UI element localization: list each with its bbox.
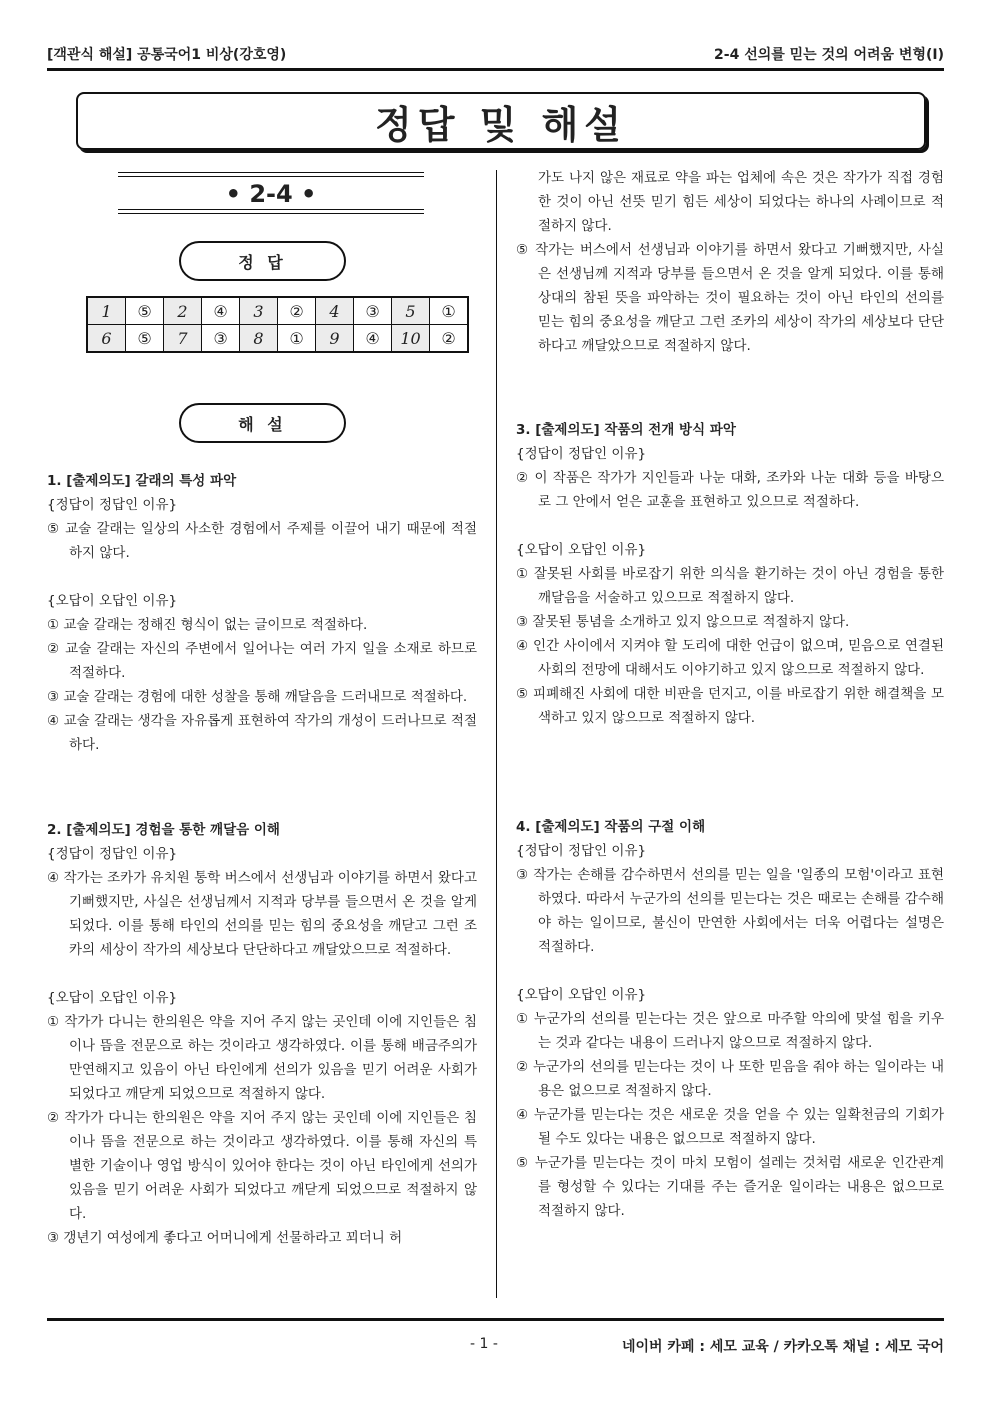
footer-rule: [47, 1318, 944, 1321]
question-number: 6: [87, 325, 126, 353]
q3-heading: 3. [출제의도] 작품의 전개 방식 파악: [516, 422, 736, 438]
q2-wrong-item: ① 작가가 다니는 한의원은 약을 지어 주지 않는 곳인데 이에 지인들은 침이나 뜸을 전문으로 하는 것이라고 생각하였다. 이를 통해 배금주의가 만연해지고 있음이 아닌 타인에게 선의가 있음을 믿기 어려운 사회가 되었다고 깨닫게 되었으므로 적절하지 않다.: [47, 1014, 477, 1102]
question-number: 9: [316, 325, 354, 353]
answer-value: ⑤: [126, 297, 164, 325]
question-number: 1: [87, 297, 126, 325]
q1-wrong-item: ③ 교술 갈래는 경험에 대한 성찰을 통해 깨달음을 드러내므로 적절하다.: [47, 689, 468, 705]
q3-correct-item: ② 이 작품은 작가가 지인들과 나눈 대화, 조카와 나눈 대화 등을 바탕으로 그 안에서 얻은 교훈을 표현하고 있으므로 적절하다.: [516, 470, 944, 510]
chapter-rule-bottom: [118, 209, 424, 214]
q2-correct-label: {정답이 정답인 이유}: [47, 846, 178, 862]
question-3-section: [516, 418, 944, 730]
page-number: - 1 -: [470, 1336, 498, 1352]
q1-correct-item: ⑤ 교술 갈래는 일상의 사소한 경험에서 주제를 이끌어 내기 때문에 적절하지 않다.: [47, 521, 477, 561]
q4-heading: 4. [출제의도] 작품의 구절 이해: [516, 819, 706, 835]
q2-heading: 2. [출제의도] 경험을 통한 깨달음 이해: [47, 822, 280, 838]
answer-value: ①: [430, 297, 469, 325]
answer-row-1: [87, 297, 468, 325]
answer-value: ③: [202, 325, 240, 353]
answer-label: 정 답: [179, 241, 346, 281]
question-number: 10: [392, 325, 430, 353]
q4-wrong-item: ② 누군가의 선의를 믿는다는 것이 나 또한 믿음을 줘야 하는 일이라는 내용은 없으므로 적절하지 않다.: [516, 1059, 944, 1099]
answer-value: ③: [354, 297, 392, 325]
question-1-section: [47, 469, 477, 757]
header-left: [객관식 해설] 공통국어1 비상(강호영): [47, 47, 287, 63]
question-number: 4: [316, 297, 354, 325]
question-number: 8: [240, 325, 278, 353]
answer-value: ②: [430, 325, 469, 353]
q3-wrong-item: ③ 잘못된 통념을 소개하고 있지 않으므로 적절하지 않다.: [516, 614, 850, 630]
question-number: 7: [164, 325, 202, 353]
q2-correct-item: ④ 작가는 조카가 유치원 통학 버스에서 선생님과 이야기를 하면서 왔다고 기뻐했지만, 사실은 선생님께서 지적과 당부를 들으면서 온 것을 알게 되었다. 이를 통해 타인의 선의를 믿는 힘의 중요성을 깨닫고 그런 조카의 세상이 작가의 세상보다 단단하다고 깨달았으므로 적절하다.: [47, 870, 477, 958]
explanation-label: 해 설: [179, 403, 346, 443]
answer-row-2: [87, 325, 468, 353]
q1-wrong-item: ④ 교술 갈래는 생각을 자유롭게 표현하여 작가의 개성이 드러나므로 적절하다.: [47, 713, 477, 753]
q2-wrong-label: {오답이 오답인 이유}: [47, 990, 178, 1006]
question-number: 5: [392, 297, 430, 325]
q1-wrong-label: {오답이 오답인 이유}: [47, 593, 178, 609]
answer-value: ⑤: [126, 325, 164, 353]
q1-wrong-item: ① 교술 갈래는 정해진 형식이 없는 글이므로 적절하다.: [47, 617, 368, 633]
q2-continued-item: 가도 나지 않은 재료로 약을 파는 업체에 속은 것은 작가가 직접 경험한 것이 아닌 선뜻 믿기 힘든 세상이 되었다는 하나의 사례이므로 적절하지 않다.: [538, 170, 944, 234]
q3-wrong-label: {오답이 오답인 이유}: [516, 542, 647, 558]
footer-channel-info: 네이버 카페 : 세모 교육 / 카카오톡 채널 : 세모 국어: [621, 1339, 944, 1355]
q4-wrong-item: ⑤ 누군가를 믿는다는 것이 마치 모험이 설레는 것처럼 새로운 인간관계를 형성할 수 있다는 기대를 주는 즐거운 일이라는 내용은 없으므로 적절하지 않다.: [516, 1155, 944, 1219]
q1-correct-label: {정답이 정답인 이유}: [47, 497, 178, 513]
answer-value: ②: [278, 297, 316, 325]
chapter-number: • 2-4 •: [225, 180, 317, 208]
answer-value: ④: [354, 325, 392, 353]
q1-heading: 1. [출제의도] 갈래의 특성 파악: [47, 473, 237, 489]
answer-value: ①: [278, 325, 316, 353]
q3-wrong-item: ⑤ 피폐해진 사회에 대한 비판을 던지고, 이를 바로잡기 위한 해결책을 모색하고 있지 않으므로 적절하지 않다.: [516, 686, 944, 726]
answer-value: ④: [202, 297, 240, 325]
q4-correct-label: {정답이 정답인 이유}: [516, 843, 647, 859]
q3-wrong-item: ④ 인간 사이에서 지켜야 할 도리에 대한 언급이 없으며, 믿음으로 연결된 사회의 전망에 대해서도 이야기하고 있지 않으므로 적절하지 않다.: [516, 638, 944, 678]
q2-wrong-item: ⑤ 작가는 버스에서 선생님과 이야기를 하면서 왔다고 기뻐했지만, 사실은 선생님께 지적과 당부를 들으면서 온 것을 알게 되었다. 이를 통해 상대의 참된 뜻을 파악하는 것이 필요하는 것이 아닌 타인의 선의를 믿는 힘의 중요성을 깨닫고 그런 조카의 세상이 작가의 세상보다 단단하다고 깨달았으므로 적절하지 않다.: [516, 242, 944, 354]
q2-wrong-item: ② 작가가 다니는 한의원은 약을 지어 주지 않는 곳인데 이에 지인들은 침이나 뜸을 전문으로 하는 것이라고 생각하였다. 이를 통해 자신의 특별한 기술이나 영업 방식이 있어야 한다는 것이 아닌 타인에게 선의가 있음을 믿기 어려운 사회가 되었다고 깨닫게 되었으므로 적절하지 않다.: [47, 1110, 477, 1222]
question-number: 2: [164, 297, 202, 325]
header-rule: [47, 68, 944, 71]
q3-wrong-item: ① 잘못된 사회를 바로잡기 위한 의식을 환기하는 것이 아닌 경험을 통한 깨달음을 서술하고 있으므로 적절하지 않다.: [516, 566, 944, 606]
header-right: 2-4 선의를 믿는 것의 어려움 변형(I): [714, 47, 944, 63]
page-title: 정답 및 해설: [76, 92, 926, 150]
question-2-section: [47, 818, 477, 1250]
q4-wrong-item: ① 누군가의 선의를 믿는다는 것은 앞으로 마주할 악의에 맞설 힘을 키우는 것과 같다는 내용이 드러나지 않으므로 적절하지 않다.: [516, 1011, 944, 1051]
q4-wrong-item: ④ 누군가를 믿는다는 것은 새로운 것을 얻을 수 있는 일확천금의 기회가 될 수도 있다는 내용은 없으므로 적절하지 않다.: [516, 1107, 944, 1147]
q2-wrong-item: ③ 갱년기 여성에게 좋다고 어머니에게 선물하라고 꾀더니 허: [47, 1230, 403, 1246]
column-divider: [496, 170, 497, 1298]
q3-correct-label: {정답이 정답인 이유}: [516, 446, 647, 462]
question-2-continued: [516, 166, 944, 358]
q4-correct-item: ③ 작가는 손해를 감수하면서 선의를 믿는 일을 '일종의 모험'이라고 표현하였다. 따라서 누군가의 선의를 믿는다는 것은 때로는 손해를 감수해야 하는 일이므로, 불신이 만연한 사회에서는 더욱 어렵다는 설명은 적절하다.: [516, 867, 944, 955]
question-4-section: [516, 815, 944, 1223]
answer-table: [86, 296, 469, 353]
chapter-rule-top: [118, 172, 424, 177]
q1-wrong-item: ② 교술 갈래는 자신의 주변에서 일어나는 여러 가지 일을 소재로 하므로 적절하다.: [47, 641, 477, 681]
question-number: 3: [240, 297, 278, 325]
q4-wrong-label: {오답이 오답인 이유}: [516, 987, 647, 1003]
